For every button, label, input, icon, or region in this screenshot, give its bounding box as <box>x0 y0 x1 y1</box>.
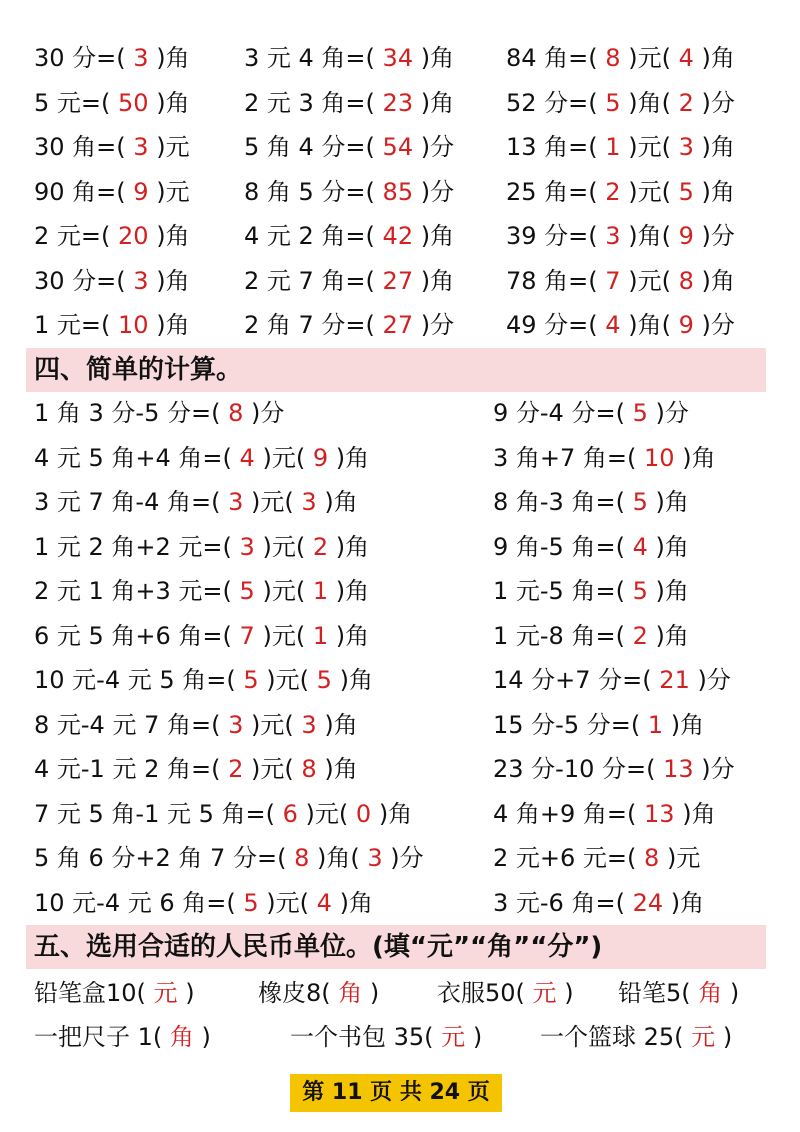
calc-item <box>493 482 689 522</box>
calc-item <box>493 438 716 478</box>
exercise-item <box>34 261 190 301</box>
answer-text: 34 <box>382 44 414 72</box>
unit-text: )分 <box>701 88 735 117</box>
answer-text: 8 <box>301 755 317 783</box>
answer-text: 1 <box>647 710 664 739</box>
unit-text: )角( <box>628 222 671 250</box>
answer-text: 5 <box>678 177 694 206</box>
unit-text: )角 <box>156 311 190 339</box>
unit-text: )角 <box>324 755 358 783</box>
unit-text: )角 <box>420 44 455 72</box>
unit-text: )分 <box>420 177 455 206</box>
answer-text: 0 <box>355 799 372 828</box>
answer-text: 9 <box>678 222 694 250</box>
question-text: 一把尺子 1( <box>34 1023 163 1051</box>
unit-text: ) <box>722 1023 733 1051</box>
answer-text: 1 <box>312 577 329 605</box>
unit-text: )角 <box>420 88 455 117</box>
answer-text: 角 <box>338 979 363 1007</box>
unit-text: )角 <box>655 488 689 516</box>
question-text: 30 分=( <box>34 44 126 72</box>
answer-text: 3 <box>367 844 383 872</box>
answer-text: 1 <box>312 621 329 650</box>
calc-row <box>0 393 800 433</box>
calc-row <box>0 438 800 478</box>
exercise-item <box>34 172 190 212</box>
exercise-item <box>244 38 454 78</box>
answer-text: 3 <box>133 44 149 72</box>
calc-item <box>34 571 369 611</box>
unit-text: )分 <box>655 399 689 427</box>
answer-text: 5 <box>243 666 259 694</box>
unit-item <box>34 1017 211 1057</box>
question-text: 铅笔盒10( <box>34 979 146 1007</box>
unit-text: )元 <box>156 133 190 161</box>
calc-row <box>0 794 800 834</box>
unit-text: )角 <box>655 577 689 605</box>
question-text: 9 分-4 分=( <box>493 399 625 427</box>
question-text: 3 元 4 角=( <box>244 44 375 72</box>
unit-text: )角 <box>420 266 455 295</box>
answer-text: 42 <box>382 222 414 250</box>
unit-text: )角 <box>156 44 190 72</box>
exercise-item <box>244 172 454 212</box>
unit-item <box>34 973 195 1013</box>
answer-text: 21 <box>659 666 690 694</box>
unit-text: )元( <box>628 266 671 295</box>
unit-text: )角 <box>324 710 358 739</box>
unit-text: )角( <box>628 88 671 117</box>
calc-row <box>0 705 800 745</box>
question-text: 15 分-5 分=( <box>493 710 641 739</box>
unit-text: )角 <box>682 443 716 472</box>
calc-item <box>34 527 369 567</box>
unit-text: )分 <box>701 222 735 250</box>
exercise-item <box>244 127 454 167</box>
question-text: 6 元 5 角+6 角=( <box>34 621 232 650</box>
exercise-item <box>506 305 735 345</box>
answer-text: 8 <box>294 844 310 872</box>
unit-text: )元 <box>666 844 701 872</box>
unit-text: ) <box>729 979 740 1007</box>
answer-text: 27 <box>382 311 414 339</box>
unit-text: )元 <box>156 177 190 206</box>
exercise-item <box>34 127 190 167</box>
answer-text: 5 <box>316 666 332 694</box>
calc-row <box>0 660 800 700</box>
answer-text: 2 <box>632 621 648 650</box>
unit-text: )元( <box>628 133 671 161</box>
answer-text: 5 <box>243 888 259 917</box>
answer-text: 2 <box>228 755 244 783</box>
page-footer: 第 11 页 共 24 页 <box>290 1074 502 1112</box>
unit-text: )角 <box>156 266 190 295</box>
answer-text: 元 <box>153 979 178 1007</box>
question-text: 13 角=( <box>506 133 598 161</box>
question-text: 78 角=( <box>506 266 598 295</box>
answer-text: 3 <box>228 710 244 739</box>
question-text: 10 元-4 元 5 角=( <box>34 666 236 694</box>
unit-text: )角 <box>701 177 735 206</box>
question-text: 铅笔5( <box>618 979 691 1007</box>
exercise-item <box>34 216 190 256</box>
answer-text: 角 <box>169 1023 194 1051</box>
question-text: 8 角 5 分=( <box>244 177 375 206</box>
answer-text: 元 <box>532 979 557 1007</box>
unit-text: )角 <box>701 44 735 72</box>
calc-item <box>34 705 358 745</box>
unit-text: )元( <box>251 755 294 783</box>
question-text: 25 角=( <box>506 177 598 206</box>
question-text: 8 角-3 角=( <box>493 488 625 516</box>
answer-text: 4 <box>239 443 255 472</box>
answer-text: 5 <box>605 88 621 117</box>
calc-item <box>34 794 412 834</box>
unit-text: )元( <box>266 666 310 694</box>
unit-text: ) <box>472 1023 483 1051</box>
question-text: 3 元 7 角-4 角=( <box>34 488 221 516</box>
calc-item <box>493 705 704 745</box>
unit-text: ) <box>564 979 574 1007</box>
unit-text: )角 <box>335 532 370 561</box>
answer-text: 5 <box>632 488 648 516</box>
unit-text: )元( <box>305 799 349 828</box>
calc-item <box>34 616 369 656</box>
question-text: 4 元 2 角=( <box>244 222 375 250</box>
question-text: 90 角=( <box>34 177 126 206</box>
answer-text: 7 <box>239 621 255 650</box>
unit-text: )分 <box>701 311 735 339</box>
answer-text: 8 <box>605 44 621 72</box>
answer-text: 10 <box>118 311 149 339</box>
exercise-item <box>506 216 735 256</box>
question-text: 2 元 7 角=( <box>244 266 375 295</box>
exercise-item <box>506 261 735 301</box>
answer-text: 4 <box>678 44 694 72</box>
question-text: 衣服50( <box>437 979 525 1007</box>
question-text: 4 角+9 角=( <box>493 799 637 828</box>
unit-item <box>540 1017 732 1057</box>
calc-item <box>493 660 731 700</box>
answer-text: 9 <box>678 311 694 339</box>
answer-text: 85 <box>382 177 414 206</box>
question-text: 7 元 5 角-1 元 5 角=( <box>34 799 275 828</box>
unit-text: )角 <box>156 222 190 250</box>
question-text: 5 元=( <box>34 88 111 117</box>
question-text: 2 元+6 元=( <box>493 844 637 872</box>
answer-text: 8 <box>644 844 660 872</box>
question-text: 1 角 3 分-5 分=( <box>34 399 221 427</box>
unit-text: )角 <box>670 888 705 917</box>
question-text: 5 角 6 分+2 角 7 分=( <box>34 844 287 872</box>
answer-text: 3 <box>133 133 149 161</box>
unit-text: )元( <box>262 443 306 472</box>
answer-text: 4 <box>605 311 621 339</box>
answer-text: 3 <box>605 222 621 250</box>
answer-text: 50 <box>118 88 149 117</box>
unit-text: )元( <box>266 888 310 917</box>
unit-item <box>618 973 739 1013</box>
exercise-item <box>506 38 735 78</box>
answer-text: 9 <box>133 177 149 206</box>
calc-item <box>34 482 358 522</box>
question-text: 10 元-4 元 6 角=( <box>34 888 236 917</box>
section-4-heading: 四、简单的计算。 <box>26 348 766 392</box>
unit-text: )分 <box>251 399 285 427</box>
answer-text: 54 <box>382 133 414 161</box>
unit-text: )角 <box>335 443 370 472</box>
calc-item <box>34 749 358 789</box>
answer-text: 2 <box>678 88 694 117</box>
calc-item <box>493 794 716 834</box>
answer-text: 27 <box>382 266 414 295</box>
exercise-row <box>0 261 800 301</box>
section-5-heading: 五、选用合适的人民币单位。(填“元”“角”“分”) <box>26 925 766 969</box>
calc-row <box>0 616 800 656</box>
calc-item <box>493 393 689 433</box>
unit-text: )角 <box>339 666 373 694</box>
question-text: 52 分=( <box>506 88 598 117</box>
answer-text: 13 <box>663 755 694 783</box>
unit-text: )角 <box>324 488 358 516</box>
calc-item <box>493 749 735 789</box>
answer-text: 7 <box>605 266 621 295</box>
unit-text: )元( <box>262 532 306 561</box>
exercise-row <box>0 216 800 256</box>
unit-text: )分 <box>420 133 455 161</box>
answer-text: 20 <box>118 222 149 250</box>
unit-text: )角( <box>317 844 360 872</box>
answer-text: 1 <box>605 133 621 161</box>
answer-text: 5 <box>239 577 255 605</box>
unit-row <box>0 1017 800 1057</box>
answer-text: 2 <box>605 177 621 206</box>
answer-text: 元 <box>441 1023 466 1051</box>
exercise-row <box>0 172 800 212</box>
unit-text: )分 <box>420 311 455 339</box>
question-text: 2 元=( <box>34 222 111 250</box>
unit-text: )角 <box>682 799 716 828</box>
unit-text: )角 <box>670 710 705 739</box>
exercise-item <box>34 83 190 123</box>
unit-text: )元( <box>251 488 294 516</box>
question-text: 30 分=( <box>34 266 126 295</box>
unit-text: )角 <box>655 532 689 561</box>
answer-text: 8 <box>228 399 244 427</box>
question-text: 84 角=( <box>506 44 598 72</box>
calc-row <box>0 482 800 522</box>
exercise-item <box>244 261 454 301</box>
unit-text: )角 <box>339 888 373 917</box>
exercise-row <box>0 127 800 167</box>
calc-item <box>34 438 369 478</box>
answer-text: 6 <box>282 799 298 828</box>
unit-text: )分 <box>390 844 424 872</box>
unit-text: )分 <box>697 666 731 694</box>
unit-text: )分 <box>701 755 735 783</box>
answer-text: 3 <box>678 133 694 161</box>
calc-item <box>34 660 373 700</box>
answer-text: 3 <box>301 710 317 739</box>
unit-text: )角 <box>156 88 190 117</box>
question-text: 14 分+7 分=( <box>493 666 652 694</box>
exercise-row <box>0 83 800 123</box>
answer-text: 4 <box>632 532 648 561</box>
unit-text: )角 <box>701 133 735 161</box>
answer-text: 5 <box>632 577 648 605</box>
answer-text: 2 <box>312 532 329 561</box>
calc-item <box>34 883 373 923</box>
exercise-item <box>34 305 190 345</box>
answer-text: 元 <box>691 1023 716 1051</box>
answer-text: 3 <box>239 532 255 561</box>
question-text: 1 元=( <box>34 311 111 339</box>
question-text: 1 元 2 角+2 元=( <box>34 532 232 561</box>
exercise-row <box>0 38 800 78</box>
calc-row <box>0 571 800 611</box>
question-text: 2 元 1 角+3 元=( <box>34 577 232 605</box>
exercise-row <box>0 305 800 345</box>
question-text: 49 分=( <box>506 311 598 339</box>
question-text: 4 元 5 角+4 角=( <box>34 443 232 472</box>
calc-item <box>493 616 689 656</box>
unit-text: ) <box>185 979 195 1007</box>
unit-item <box>437 973 574 1013</box>
unit-item <box>258 973 379 1013</box>
calc-item <box>493 527 689 567</box>
unit-text: )元( <box>251 710 294 739</box>
calc-row <box>0 883 800 923</box>
answer-text: 8 <box>678 266 694 295</box>
question-text: 23 分-10 分=( <box>493 755 656 783</box>
exercise-item <box>506 83 735 123</box>
calc-item <box>493 571 689 611</box>
question-text: 8 元-4 元 7 角=( <box>34 710 221 739</box>
question-text: 一个书包 35( <box>290 1023 434 1051</box>
unit-text: )角 <box>335 577 370 605</box>
calc-item <box>493 838 700 878</box>
answer-text: 9 <box>312 443 329 472</box>
unit-text: ) <box>201 1023 211 1051</box>
unit-text: )角 <box>335 621 370 650</box>
exercise-item <box>506 127 735 167</box>
calc-row <box>0 527 800 567</box>
unit-text: )元( <box>262 621 306 650</box>
question-text: 5 角 4 分=( <box>244 133 375 161</box>
unit-text: )角( <box>628 311 671 339</box>
answer-text: 23 <box>382 88 414 117</box>
answer-text: 3 <box>301 488 317 516</box>
question-text: 2 角 7 分=( <box>244 311 375 339</box>
question-text: 4 元-1 元 2 角=( <box>34 755 221 783</box>
calc-item <box>34 393 284 433</box>
answer-text: 10 <box>644 443 675 472</box>
exercise-item <box>244 305 454 345</box>
answer-text: 角 <box>698 979 723 1007</box>
unit-text: )元( <box>628 177 671 206</box>
calc-item <box>34 838 424 878</box>
answer-text: 24 <box>632 888 664 917</box>
unit-row <box>0 973 800 1013</box>
answer-text: 3 <box>133 266 149 295</box>
calc-item <box>493 883 704 923</box>
exercise-item <box>244 216 454 256</box>
answer-text: 3 <box>228 488 244 516</box>
unit-text: ) <box>369 979 380 1007</box>
calc-row <box>0 838 800 878</box>
question-text: 1 元-5 角=( <box>493 577 625 605</box>
calc-row <box>0 749 800 789</box>
question-text: 一个篮球 25( <box>540 1023 684 1051</box>
unit-text: )元( <box>262 577 306 605</box>
question-text: 39 分=( <box>506 222 598 250</box>
unit-text: )角 <box>378 799 413 828</box>
answer-text: 13 <box>644 799 675 828</box>
exercise-item <box>34 38 190 78</box>
answer-text: 4 <box>316 888 332 917</box>
exercise-item <box>506 172 735 212</box>
unit-text: )角 <box>701 266 735 295</box>
question-text: 1 元-8 角=( <box>493 621 625 650</box>
unit-text: )元( <box>628 44 671 72</box>
answer-text: 5 <box>632 399 648 427</box>
question-text: 3 角+7 角=( <box>493 443 637 472</box>
question-text: 橡皮8( <box>258 979 331 1007</box>
question-text: 2 元 3 角=( <box>244 88 375 117</box>
question-text: 3 元-6 角=( <box>493 888 625 917</box>
unit-text: )角 <box>420 222 455 250</box>
question-text: 9 角-5 角=( <box>493 532 625 561</box>
question-text: 30 角=( <box>34 133 126 161</box>
unit-item <box>290 1017 482 1057</box>
exercise-item <box>244 83 454 123</box>
unit-text: )角 <box>655 621 689 650</box>
